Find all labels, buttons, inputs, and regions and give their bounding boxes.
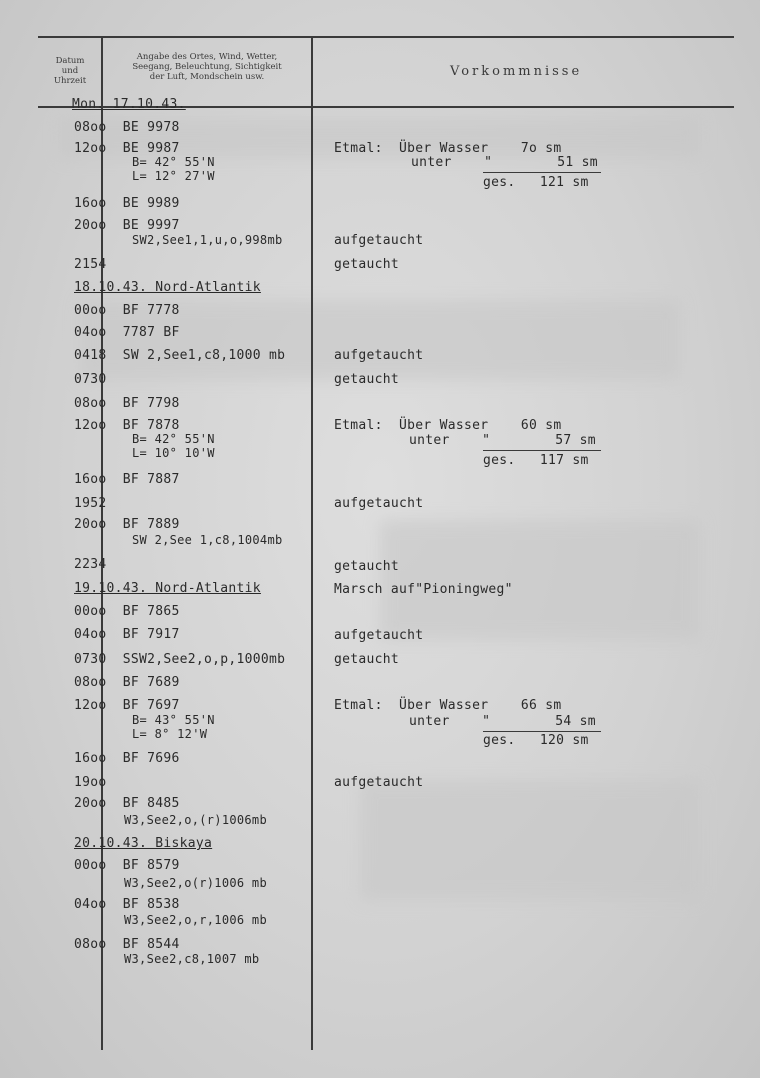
log-entry-detail: B= 42° 55'N	[132, 432, 215, 446]
event-text: getaucht	[334, 372, 400, 387]
log-entry-detail: B= 43° 55'N	[132, 713, 215, 727]
log-entry: 20oo BE 9997	[74, 218, 180, 233]
log-entry: 12oo BF 7878	[74, 418, 180, 433]
event-text: unter " 57 sm	[409, 433, 596, 448]
event-text: aufgetaucht	[334, 233, 424, 248]
day-heading: 18.10.43. Nord-Atlantik	[74, 280, 261, 295]
event-text: unter " 51 sm	[411, 155, 598, 170]
bleed-through-band	[380, 520, 700, 640]
day-heading: 20.10.43. Biskaya	[74, 836, 213, 851]
log-entry: 20oo BF 7889	[74, 517, 180, 532]
log-entry: 0730	[74, 372, 107, 387]
log-entry: 00oo BF 7778	[74, 303, 180, 318]
log-entry: 04oo 7787 BF	[74, 325, 180, 340]
log-entry-detail: W3,See2,o(r)1006 mb	[124, 876, 267, 890]
event-text: aufgetaucht	[334, 348, 424, 363]
log-entry-detail: L= 12° 27'W	[132, 169, 215, 183]
column-divider-2	[311, 38, 313, 1050]
bleed-through-band	[360, 780, 700, 900]
log-entry: 04oo BF 7917	[74, 627, 180, 642]
event-text: Etmal: Über Wasser 60 sm	[334, 418, 562, 433]
log-entry-detail: SW2,See1,1,u,o,998mb	[132, 233, 283, 247]
log-entry: 04oo BF 8538	[74, 897, 180, 912]
event-text: getaucht	[334, 652, 400, 667]
log-entry: 1952	[74, 496, 107, 511]
sum-rule	[483, 172, 601, 173]
top-rule	[38, 36, 734, 38]
log-entry: 12oo BF 7697	[74, 698, 180, 713]
log-entry: 00oo BF 7865	[74, 604, 180, 619]
log-entry: 0730 SSW2,See2,o,p,1000mb	[74, 652, 286, 667]
day-heading: Mon. 17.10.43.	[72, 97, 186, 112]
event-text: ges. 120 sm	[483, 733, 589, 748]
event-text: ges. 117 sm	[483, 453, 589, 468]
header-date-column: Datum und Uhrzeit	[53, 56, 87, 86]
log-entry-detail: L= 8° 12'W	[132, 727, 208, 741]
event-text: aufgetaucht	[334, 496, 424, 511]
header-position-column: Angabe des Ortes, Wind, Wetter, Seegang, Beleuchtung, Sichtigkeit der Luft, Mondschein usw.	[132, 52, 282, 82]
log-entry: 19oo	[74, 775, 107, 790]
sum-rule	[483, 450, 601, 451]
log-entry: 08oo BE 9978	[74, 120, 180, 135]
log-entry: 00oo BF 8579	[74, 858, 180, 873]
event-text: Etmal: Über Wasser 7o sm	[334, 141, 562, 156]
log-entry: 2234	[74, 557, 107, 572]
log-entry: 08oo BF 7798	[74, 396, 180, 411]
log-entry: 0418 SW 2,See1,c8,1000 mb	[74, 348, 286, 363]
log-entry: 08oo BF 8544	[74, 937, 180, 952]
sum-rule	[483, 731, 601, 732]
log-entry-detail: W3,See2,o,(r)1006mb	[124, 813, 267, 827]
event-text: getaucht	[334, 559, 400, 574]
day-heading: 19.10.43. Nord-Atlantik	[74, 581, 261, 596]
event-text: aufgetaucht	[334, 775, 424, 790]
event-text: Marsch auf"Pioningweg"	[334, 582, 513, 597]
log-entry: 12oo BE 9987	[74, 141, 180, 156]
log-entry-detail: SW 2,See 1,c8,1004mb	[132, 533, 283, 547]
event-text: ges. 121 sm	[483, 175, 589, 190]
event-text: Etmal: Über Wasser 66 sm	[334, 698, 562, 713]
log-entry: 20oo BF 8485	[74, 796, 180, 811]
event-text: unter " 54 sm	[409, 714, 596, 729]
log-entry-detail: L= 10° 10'W	[132, 446, 215, 460]
event-text: aufgetaucht	[334, 628, 424, 643]
log-entry: 2154	[74, 257, 107, 272]
header-events-column: Vorkommnisse	[450, 64, 583, 79]
log-entry: 16oo BF 7696	[74, 751, 180, 766]
log-entry-detail: W3,See2,c8,1007 mb	[124, 952, 260, 966]
log-entry: 16oo BE 9989	[74, 196, 180, 211]
log-entry-detail: W3,See2,o,r,1006 mb	[124, 913, 267, 927]
log-entry: 08oo BF 7689	[74, 675, 180, 690]
log-entry-detail: B= 42° 55'N	[132, 155, 215, 169]
log-entry: 16oo BF 7887	[74, 472, 180, 487]
event-text: getaucht	[334, 257, 400, 272]
